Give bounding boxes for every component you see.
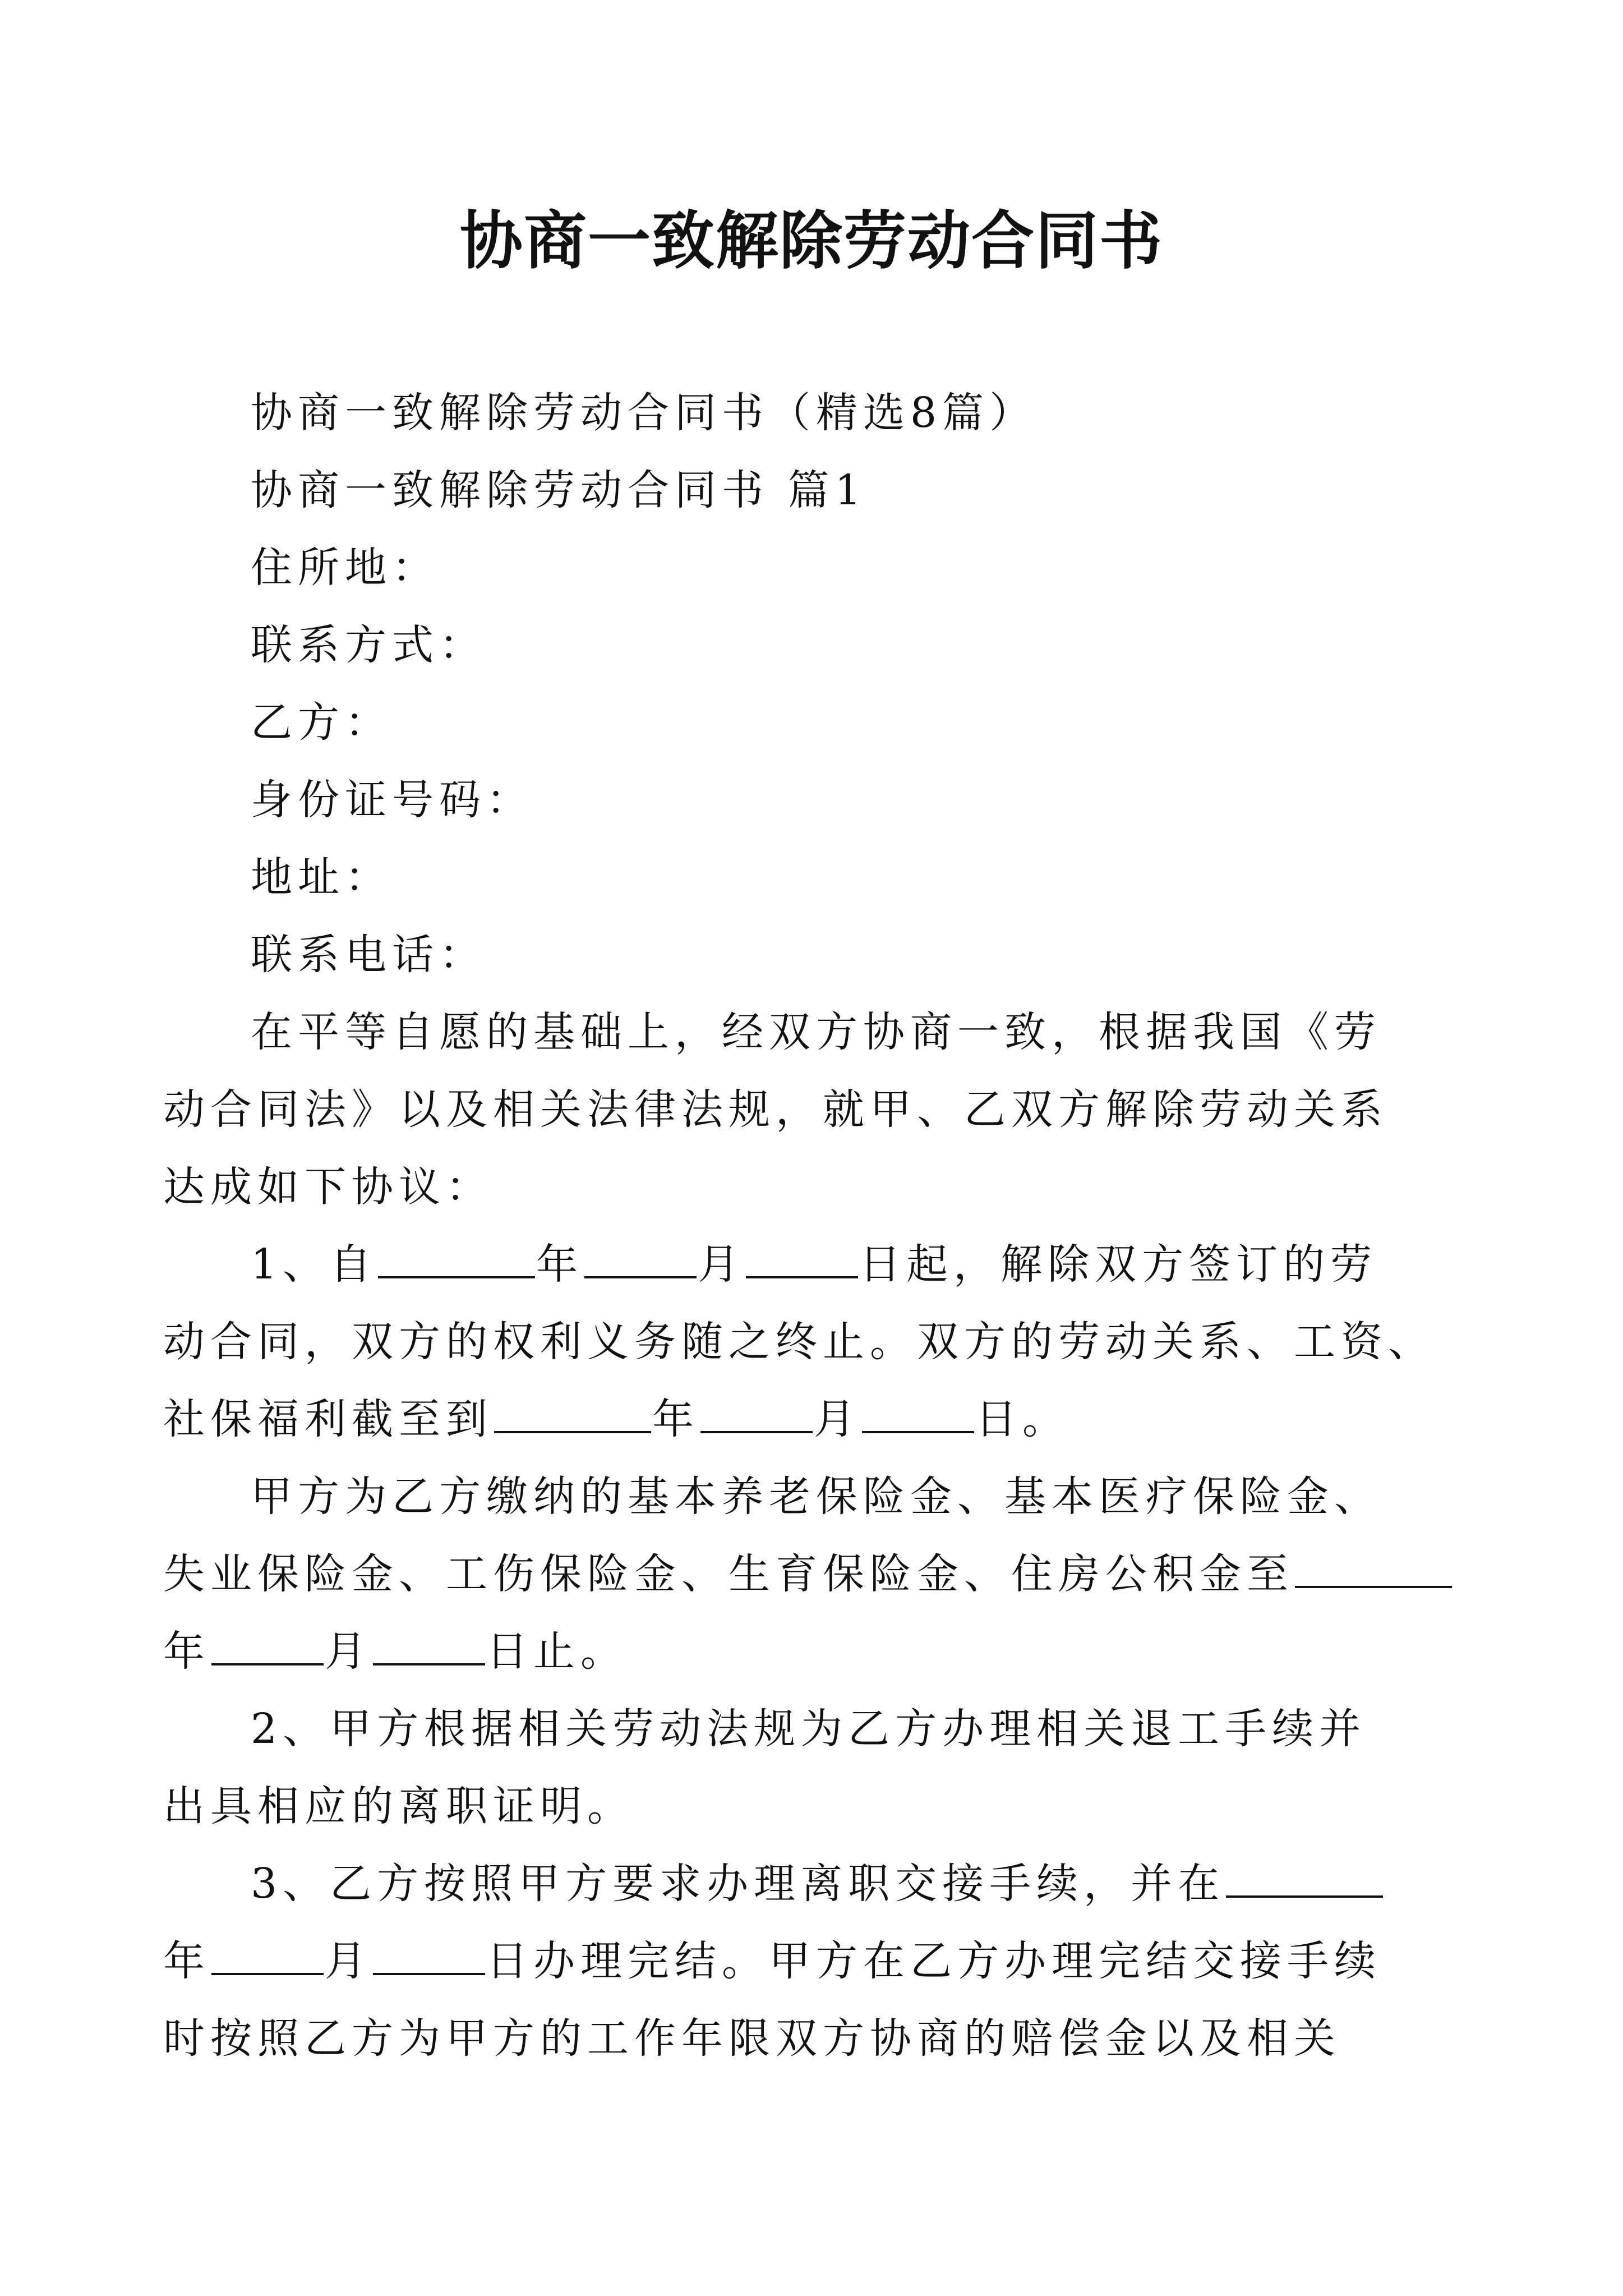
- intro-line-1: 在平等自愿的基础上，经双方协商一致，根据我国《劳: [251, 1008, 1381, 1056]
- insurance-line-3-text-c: 日止。: [486, 1627, 628, 1676]
- clause-1-cont: [163, 1303, 1435, 1458]
- blank-day: [373, 1935, 485, 1975]
- clause-1-line-2: 动合同，双方的权利义务随之终止。双方的劳动关系、工资、: [163, 1318, 1435, 1366]
- insurance-line-2: [163, 1535, 1302, 1613]
- subtitle: 协商一致解除劳动合同书（精选8篇）: [251, 389, 1037, 437]
- blank-year: [1295, 1548, 1452, 1588]
- blank-day: [862, 1393, 974, 1433]
- clause-3: [251, 1845, 1389, 1922]
- clause-1-line-3-text-a: 社保福利截至到: [163, 1395, 493, 1443]
- insurance-line-1: 甲方为乙方缴纳的基本养老保险金、基本医疗保险金、: [251, 1473, 1381, 1521]
- intro-line-3: 达成如下协议：: [163, 1163, 493, 1211]
- clause-3-line-2: [163, 1922, 1381, 2000]
- blank-year: [494, 1393, 651, 1433]
- phone-label: 联系电话：: [251, 931, 486, 979]
- clause-3-line-2-text-c: 日办理完结。甲方在乙方办理完结交接手续: [486, 1937, 1381, 1985]
- blank-month: [211, 1625, 324, 1665]
- insurance-line-3-text-a: 年: [163, 1627, 210, 1676]
- id-number-label: 身份证号码：: [251, 776, 533, 824]
- clause-2: [251, 1690, 1389, 1768]
- clause-1-line-1: [251, 1226, 1389, 1303]
- clause-2-line-2: 出具相应的离职证明。: [163, 1782, 634, 1830]
- blank-year: [1226, 1857, 1383, 1898]
- clause-3-line-1: [251, 1845, 1389, 1922]
- agreement-intro: [251, 993, 1389, 1071]
- intro-line-2: 动合同法》以及相关法律法规，就甲、乙双方解除劳动关系: [163, 1085, 1388, 1134]
- insurance-line-3: [163, 1613, 1302, 1690]
- clause-1-line-3: [163, 1381, 1302, 1458]
- clause-1-text-c: 月: [698, 1240, 745, 1289]
- clause-1-text-a: 1、自: [251, 1240, 377, 1289]
- blank-month: [211, 1935, 324, 1975]
- clause-1: [251, 1226, 1389, 1303]
- document-title: 协商一致解除劳动合同书: [460, 204, 1163, 278]
- blank-day: [373, 1625, 485, 1665]
- contact-label: 联系方式：: [251, 621, 486, 669]
- section-heading: 协商一致解除劳动合同书 篇1: [251, 466, 867, 514]
- insurance-line-2-text: 失业保险金、工伤保险金、生育保险金、住房公积金至: [163, 1550, 1294, 1598]
- insurance-clause-cont: [163, 1535, 1302, 1690]
- clause-3-cont: [163, 1922, 1381, 2077]
- insurance-line-3-text-b: 月: [325, 1627, 372, 1676]
- clause-1-line-3-text-b: 年: [652, 1395, 699, 1443]
- clause-1-text-b: 年: [536, 1240, 584, 1289]
- clause-1-text-d: 日起，解除双方签订的劳: [859, 1240, 1378, 1289]
- blank-day: [746, 1238, 858, 1278]
- clause-1-line-3-text-d: 日。: [975, 1395, 1069, 1443]
- agreement-intro-cont: [163, 1071, 1388, 1226]
- blank-month: [584, 1238, 697, 1278]
- document-body: [251, 374, 1389, 993]
- clause-2-line-1: 2、甲方根据相关劳动法规为乙方办理相关退工手续并: [251, 1705, 1367, 1753]
- addr-label: 地址：: [251, 853, 392, 901]
- blank-year: [378, 1238, 535, 1278]
- clause-3-line-2-text-a: 年: [163, 1937, 210, 1985]
- party-b-label: 乙方：: [251, 698, 392, 747]
- clause-3-line-3: 时按照乙方为甲方的工作年限双方协商的赔偿金以及相关: [163, 2014, 1341, 2063]
- clause-1-line-3-text-c: 月: [814, 1395, 861, 1443]
- clause-2-cont: [163, 1768, 1302, 1845]
- clause-3-line-1-text: 3、乙方按照甲方要求办理离职交接手续，并在: [251, 1860, 1225, 1908]
- insurance-clause: [251, 1458, 1389, 1535]
- address-label: 住所地：: [251, 544, 439, 592]
- blank-month: [700, 1393, 813, 1433]
- clause-3-line-2-text-b: 月: [325, 1937, 372, 1985]
